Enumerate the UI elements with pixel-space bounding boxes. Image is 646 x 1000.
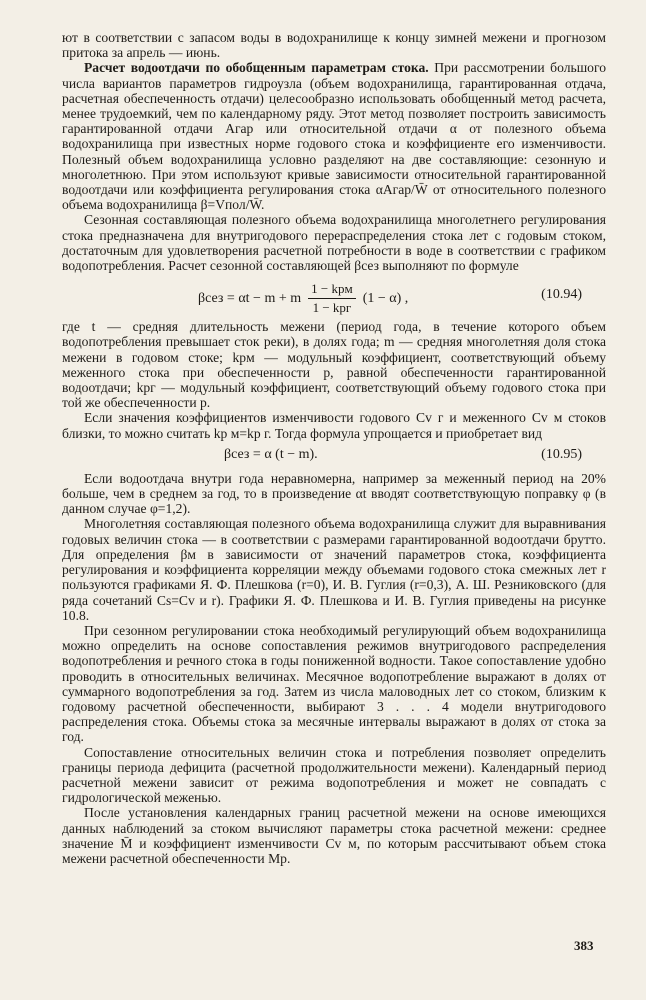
formula-10-94 bbox=[62, 273, 606, 319]
paragraph-10: После установления календарных границ расчетной межени на основе имеющихся данных наблюдений за стоком вычисляют параметры стока расчетной межени: среднее значение M̄ и коэффициент изменчивости Cv м, по которым рассчитывают объем стока межени расчетной обеспеченности Mp. bbox=[62, 805, 606, 866]
paragraph-2 bbox=[62, 60, 606, 212]
formula-10-95-body bbox=[224, 447, 318, 463]
formula-10-95 bbox=[62, 441, 606, 471]
formula-10-94-rhs: (1 − α) , bbox=[362, 290, 409, 306]
section-heading: Расчет водоотдачи по обобщенным параметрам стока. bbox=[84, 60, 429, 76]
formula-10-95-expression: βсез = α (t − m). bbox=[224, 446, 318, 462]
paragraph-2-body: При рассмотрении большого числа вариантов параметров гидроузла (объем водохранилища, гарантированная отдача, расчетная обеспеченность отдачи) целесообразно использовать обобщенный метод расчета, менее трудоемкий, чем по календарному ряду. Этот метод позволяет построить зависимость гарантированной отдачи Aгар или относительной отдачи α от полезного объема водохранилища при известных норме годового стока и коэффициенте его изменчивости. Полезный объем водохранилища условно разделяют на две составляющие: сезонную и многолетнюю. При этом используют кривые зависимости относительной гарантированной водоотдачи или коэффициента регулирования стока αAгар/W̄ от относительного полезного объема водохранилища β=Vпол/W̄. bbox=[62, 60, 606, 213]
paragraph-5: Если значения коэффициентов изменчивости годового Cv г и меженного Cv м стоков близки, то можно считать kp м=kp г. Тогда формула упрощается и приобретает вид bbox=[62, 410, 606, 441]
formula-10-94-body bbox=[198, 281, 408, 316]
formula-10-94-numerator: 1 − kpм bbox=[308, 281, 356, 299]
paragraph-6: Если водоотдача внутри года неравномерна, например за меженный период на 20% больше, чем в среднем за год, то в произведение αt вводят соответствующую поправку φ (в данном случае φ=1,2). bbox=[62, 470, 606, 517]
formula-10-95-number: (10.95) bbox=[541, 446, 582, 462]
formula-10-94-lhs: βсез = αt − m + m bbox=[198, 290, 302, 306]
page-text bbox=[62, 30, 606, 866]
paragraph-7: Многолетняя составляющая полезного объема водохранилища служит для выравнивания годовых величин стока — в соответствии с размерами гарантированной водоотдачи брутто. Для определения βм в зависимости от значений параметров стока, коэффициента регулирования и коэффициента корреляции между объемами годового стока смежных лет r пользуются графиками Я. Ф. Плешкова (r=0), И. В. Гуглия (r=0,3), А. Ш. Резниковского (для ряда сочетаний Cs=Cv и r). Графики Я. Ф. Плешкова и И. В. Гуглия приведены на рисунке 10.8. bbox=[62, 516, 606, 623]
formula-10-94-number: (10.94) bbox=[541, 287, 582, 303]
formula-10-94-fraction bbox=[308, 281, 356, 316]
paragraph-9: Сопоставление относительных величин стока и потребления позволяет определить границы периода дефицита (расчетной продолжительности межени). Календарный период расчетной межени зависит от режима водопотребления и может не совпадать с гидрологической меженью. bbox=[62, 744, 606, 806]
paragraph-1: ют в соответствии с запасом воды в водохранилище к концу зимней межени и прогнозом притока за апрель — июнь. bbox=[62, 30, 606, 61]
formula-10-94-denominator: 1 − kpг bbox=[312, 300, 352, 316]
paragraph-4: где t — средняя длительность межени (период года, в течение которого объем водопотребления превышает сток реки), в долях года; m — средняя многолетняя доля стока межени в годовом стоке; kpм — модульный коэффициент, соответствующий объему меженного стока при обеспеченности p, равной обеспеченности гарантированной водоотдачи; kpг — модульный коэффициент, соответствующий объему годового стока при той же обеспеченности p. bbox=[62, 319, 606, 411]
page-number: 383 bbox=[574, 938, 594, 953]
paragraph-3: Сезонная составляющая полезного объема водохранилища многолетнего регулирования стока предназначена для внутригодового перераспределения стока лет с годовым стоком, достаточным для удовлетворения расчетной потребности в воде в соответствии с графиком водопотребления. Расчет сезонной составляющей βсез выполняют по формуле bbox=[62, 212, 606, 274]
paragraph-8: При сезонном регулировании стока необходимый регулирующий объем водохранилища можно определить на основе сопоставления режимов внутригодового распределения водопотребления и речного стока в годы пониженной водности. Такое сопоставление удобно проводить в относительных величинах. Месячное водопотребление выражают в долях от суммарного водопотребления за год. Затем из числа маловодных лет со стоком, близким к годовому расчетной обеспеченности, выбирают 3 . . . 4 модели внутригодового распределения стока. Объемы стока за месячные интервалы выражают в долях от стока за год. bbox=[62, 622, 606, 745]
